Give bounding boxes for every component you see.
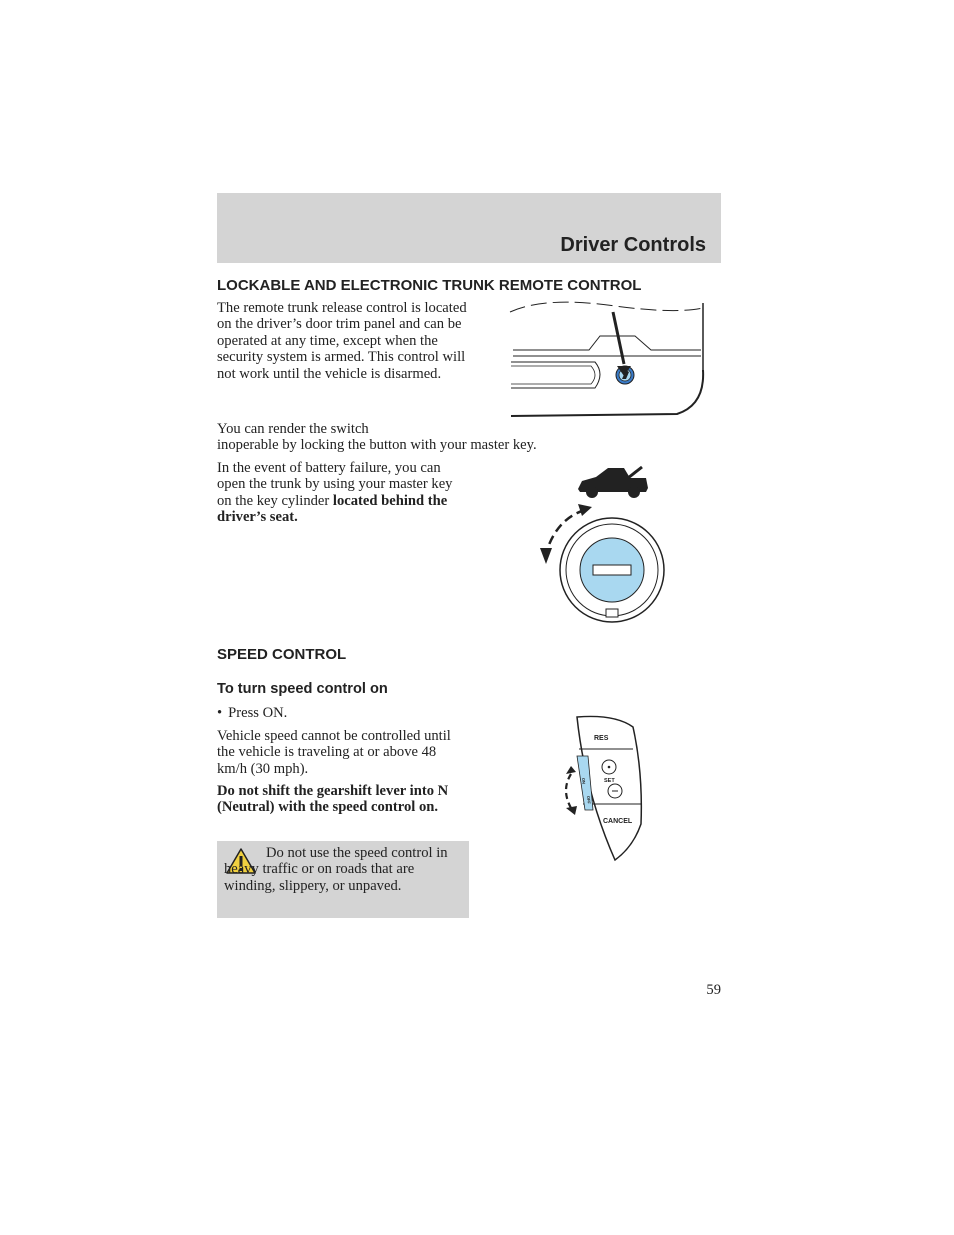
bullet-item: • Press ON. <box>217 705 288 721</box>
off-label: OFF <box>586 795 592 805</box>
speed-paragraph-1: Vehicle speed cannot be controlled until the vehicle is traveling at or above 48 km/h (30 mph). <box>217 728 451 777</box>
warning-box <box>217 841 469 918</box>
cancel-label: CANCEL <box>603 818 633 825</box>
warning-text: Do not use the speed control in heavy traffic or on roads that are winding, slippery, or unpaved. <box>224 845 448 894</box>
trunk-paragraph-1: The remote trunk release control is located on the driver’s door trim panel and can be operated at any time, except when the security system is armed. This control will not work until the vehicle is disarmed. <box>217 300 467 382</box>
section-heading-speed-control: SPEED CONTROL <box>217 646 347 663</box>
car-trunk-open-icon <box>578 467 648 498</box>
bullet-text: Press ON. <box>228 705 288 721</box>
section-heading-trunk: LOCKABLE AND ELECTRONIC TRUNK REMOTE CONTROL <box>217 277 642 294</box>
on-label: ON <box>581 777 587 785</box>
page-number: 59 <box>706 982 721 998</box>
trunk-paragraph-3-text: In the event of battery failure, you can open the trunk by using your master key on the key cylinder <box>217 460 453 509</box>
trunk-paragraph-2 <box>217 421 617 454</box>
key-cylinder-illustration <box>530 462 680 627</box>
set-label: SET <box>604 778 615 784</box>
trunk-paragraph-2-line-1: You can render the switch <box>217 421 369 437</box>
speed-control-switch-illustration <box>555 712 650 864</box>
speed-warning-bold: Do not shift the gearshift lever into N (Neutral) with the speed control on. <box>217 783 449 816</box>
res-label: RES <box>594 735 609 742</box>
page-header <box>217 193 721 263</box>
door-trim-panel-illustration <box>505 300 715 425</box>
subheading-turn-on: To turn speed control on <box>217 681 388 697</box>
page-title: Driver Controls <box>560 234 706 256</box>
trunk-paragraph-3 <box>217 460 465 526</box>
trunk-paragraph-3-bold: located behind the driver’s seat. <box>217 492 448 526</box>
key-cylinder-icon <box>560 518 664 622</box>
trunk-paragraph-2-line-2: inoperable by locking the button with your master key. <box>217 437 537 454</box>
